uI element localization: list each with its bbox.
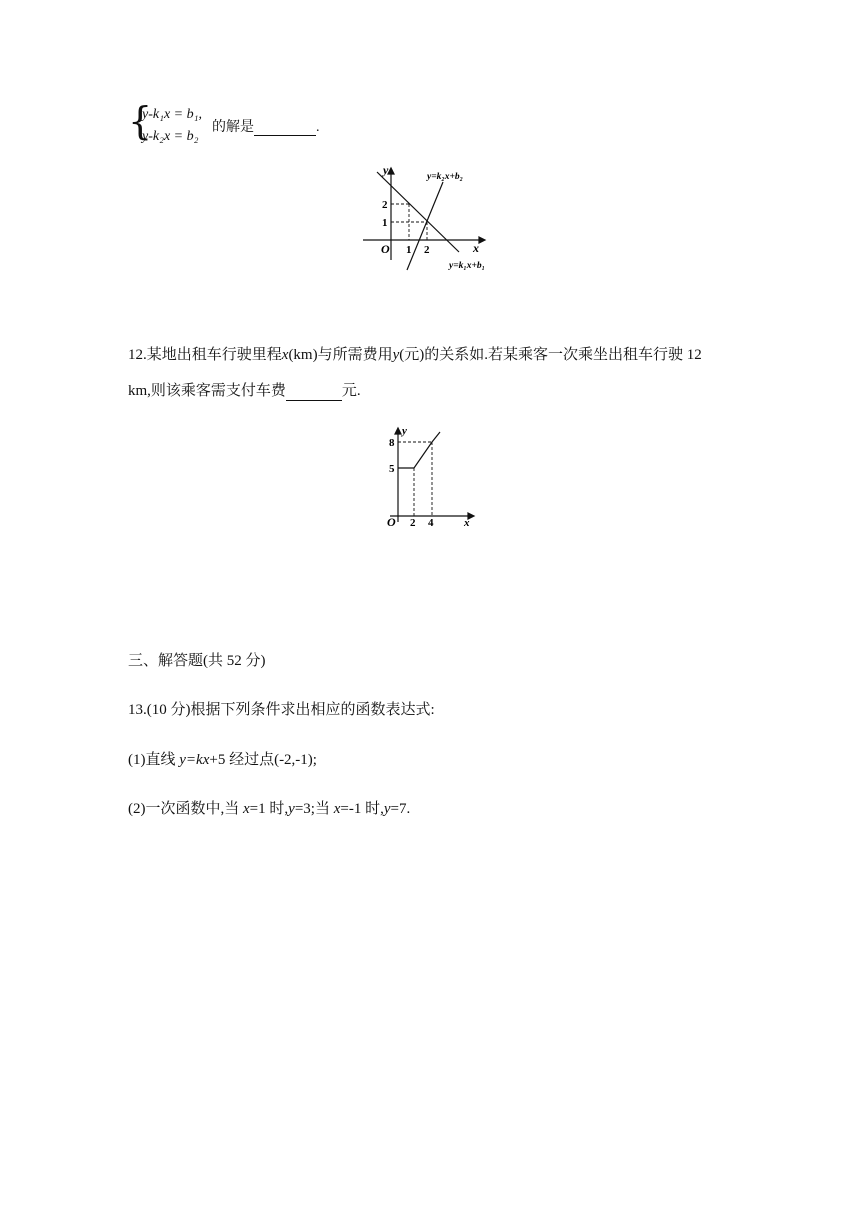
q13-p2-x2: x bbox=[333, 801, 341, 817]
q13-p2-text-b: =1 时, bbox=[249, 801, 289, 817]
q12-text-e: 元. bbox=[341, 383, 361, 399]
q13-p2-y1: y bbox=[288, 801, 295, 817]
y-axis-arrow bbox=[395, 428, 401, 434]
line-k2-label: y=k₂x+b₂ bbox=[427, 172, 463, 182]
fig1-x-label: x bbox=[473, 241, 479, 255]
q13-part1 bbox=[128, 750, 317, 770]
q13-intro: 13.(10 分)根据下列条件求出相应的函数表达式: bbox=[128, 702, 435, 718]
q12-var-y: y bbox=[392, 347, 400, 363]
q13-part2 bbox=[128, 799, 410, 819]
figure-taxi-fare bbox=[380, 420, 480, 532]
q13-p1-text-a: (1)直线 bbox=[128, 752, 180, 768]
q12-text-b: (km)与所需费用 bbox=[288, 347, 393, 363]
fig1-tick-x2: 2 bbox=[424, 244, 430, 256]
section-title: 三、解答题(共 52 分) bbox=[128, 653, 266, 669]
fare-curve bbox=[398, 432, 440, 468]
fig2-tick-x4: 4 bbox=[428, 517, 434, 529]
q12-text-a: 12.某地出租车行驶里程 bbox=[128, 347, 282, 363]
equation-2: y-k₂x = b₂ bbox=[142, 129, 199, 144]
x-axis-arrow bbox=[479, 237, 485, 243]
fig2-origin: O bbox=[387, 515, 396, 529]
q12-line1 bbox=[128, 345, 702, 365]
fig2-x-label: x bbox=[464, 517, 470, 529]
q12-line2 bbox=[128, 381, 361, 401]
q13-p2-text-e: =7. bbox=[390, 801, 411, 817]
fig1-y-label: y bbox=[383, 163, 389, 177]
fig1-tick-x1: 1 bbox=[406, 244, 412, 256]
fig2-tick-y5: 5 bbox=[389, 463, 395, 475]
fig2-tick-y8: 8 bbox=[389, 437, 395, 449]
fig1-tick-y2: 2 bbox=[382, 199, 388, 211]
answer-blank-q11[interactable] bbox=[254, 121, 316, 136]
q12-var-x: x bbox=[281, 347, 289, 363]
fig1-tick-y1: 1 bbox=[382, 217, 388, 229]
answer-blank-q12[interactable] bbox=[286, 386, 342, 401]
q11-prompt-text: 的解是 bbox=[212, 120, 254, 135]
q13-p1-text-b: +5 经过点(-2,-1); bbox=[209, 752, 317, 768]
q12-text-d: km,则该乘客需支付车费 bbox=[128, 383, 286, 399]
y-axis-arrow bbox=[388, 168, 394, 174]
q11-prompt bbox=[212, 116, 320, 136]
q11-tail: . bbox=[316, 120, 320, 135]
left-brace: { bbox=[128, 99, 153, 143]
q13-p2-text-a: (2)一次函数中,当 bbox=[128, 801, 243, 817]
line-k1-label: y=k₁x+b₁ bbox=[449, 261, 485, 271]
fig2-tick-x2: 2 bbox=[410, 517, 416, 529]
q13-p2-x1: x bbox=[243, 801, 250, 817]
q13-p1-expr: y=kx bbox=[179, 752, 210, 768]
line-k2 bbox=[407, 182, 443, 270]
q13-p2-y2: y bbox=[383, 801, 391, 817]
q12-text-c: (元)的关系如.若某乘客一次乘坐出租车行驶 12 bbox=[399, 347, 702, 363]
fig2-y-label: y bbox=[402, 425, 407, 437]
q13-p2-text-d: =-1 时, bbox=[340, 801, 384, 817]
fig1-origin: O bbox=[381, 242, 390, 256]
figure-intersecting-lines bbox=[355, 160, 515, 275]
equation-1: y-k₁x = b₁, bbox=[142, 107, 202, 122]
q13-p2-text-c: =3;当 bbox=[294, 801, 334, 817]
